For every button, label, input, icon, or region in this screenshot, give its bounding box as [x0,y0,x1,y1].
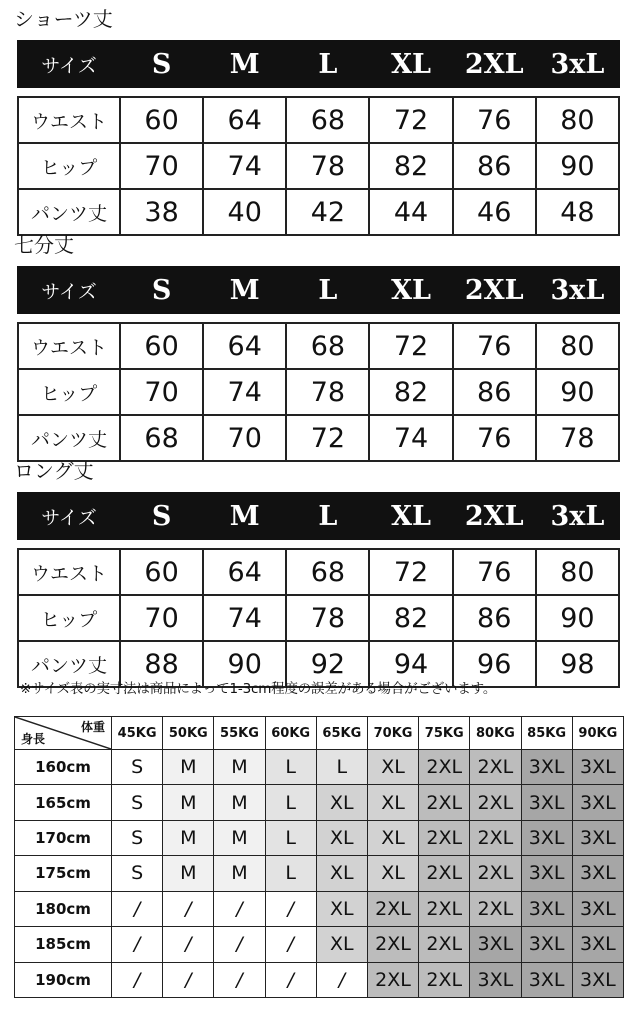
fit-size-cell: 3XL [572,820,623,855]
fit-size-cell: S [112,785,163,820]
table-cell: 96 [453,641,536,687]
size-header-cell: L [286,41,369,87]
fit-size-cell: 2XL [470,856,521,891]
row-label: パンツ丈 [18,415,120,461]
table-cell: 90 [203,641,286,687]
table-row [18,595,619,641]
fit-size-cell: 2XL [419,750,470,785]
size-header-label: サイズ [18,41,120,87]
fit-size-cell: 2XL [419,962,470,997]
fit-size-cell: / [163,891,214,926]
weight-header: 55KG [214,717,265,750]
table-cell: 48 [536,189,619,235]
fit-size-cell: 3XL [572,891,623,926]
fit-corner-cell [15,717,112,750]
fit-size-cell: 2XL [470,820,521,855]
table-cell: 68 [120,415,203,461]
fit-size-cell: XL [367,820,418,855]
row-label: ウエスト [18,549,120,595]
weight-header: 70KG [367,717,418,750]
table-cell: 64 [203,323,286,369]
fit-size-cell: L [265,856,316,891]
table-row [18,143,619,189]
fit-size-cell: 2XL [367,891,418,926]
size-header-cell: 2XL [453,493,536,539]
table-cell: 76 [453,415,536,461]
row-label: パンツ丈 [18,641,120,687]
table-cell: 44 [369,189,452,235]
corner-height-label: 身長 [21,732,46,746]
table-cell: 78 [536,415,619,461]
fit-size-cell: 2XL [367,962,418,997]
table-row [18,189,619,235]
table-row [18,369,619,415]
table-cell: 70 [203,415,286,461]
fit-table-body [15,750,624,998]
height-label: 160cm [15,750,112,785]
table-cell: 68 [286,97,369,143]
fit-size-cell: 2XL [470,785,521,820]
fit-chart-table [14,716,624,998]
table-row [15,891,624,926]
size-header-cell: 2XL [453,267,536,313]
table-cell: 94 [369,641,452,687]
section-title-cropped: 七分丈 [14,233,74,257]
table-cell: 72 [369,323,452,369]
table-cell: 70 [120,595,203,641]
size-table-shorts [17,40,620,236]
fit-size-cell: S [112,856,163,891]
size-header-cell: XL [369,267,452,313]
table-cell: 42 [286,189,369,235]
size-header-row [18,41,619,87]
table-cell: 64 [203,549,286,595]
table-cell: 86 [453,369,536,415]
weight-header: 50KG [163,717,214,750]
table-cell: 80 [536,549,619,595]
table-cell: 74 [203,143,286,189]
size-header-cell: XL [369,493,452,539]
fit-size-cell: / [163,927,214,962]
fit-size-cell: XL [316,856,367,891]
table-cell: 74 [203,369,286,415]
table-cell: 90 [536,143,619,189]
measurement-note: ※サイズ表の実寸法は商品によって1-3cm程度の誤差がある場合がございます。 [20,681,497,697]
fit-size-cell: 3XL [521,785,572,820]
table-cell: 72 [286,415,369,461]
row-label: パンツ丈 [18,189,120,235]
weight-header: 80KG [470,717,521,750]
table-cell: 78 [286,369,369,415]
size-header-cell: 3xL [536,493,619,539]
fit-size-cell: / [265,927,316,962]
fit-size-cell: / [112,927,163,962]
fit-size-cell: S [112,820,163,855]
fit-size-cell: / [265,962,316,997]
weight-header: 75KG [419,717,470,750]
fit-size-cell: 3XL [521,856,572,891]
table-cell: 38 [120,189,203,235]
fit-size-cell: / [112,891,163,926]
fit-size-cell: M [163,785,214,820]
size-header-cell: 3xL [536,41,619,87]
fit-size-cell: 3XL [521,750,572,785]
table-cell: 60 [120,97,203,143]
table-cell: 64 [203,97,286,143]
fit-size-cell: / [316,962,367,997]
table-cell: 98 [536,641,619,687]
height-label: 165cm [15,785,112,820]
height-label: 175cm [15,856,112,891]
table-cell: 72 [369,549,452,595]
size-header-cell: S [120,267,203,313]
row-label: ヒップ [18,595,120,641]
fit-size-cell: 2XL [470,891,521,926]
table-row [15,820,624,855]
fit-size-cell: 3XL [521,962,572,997]
table-row [15,856,624,891]
height-label: 180cm [15,891,112,926]
fit-size-cell: 2XL [419,891,470,926]
fit-size-cell: L [265,750,316,785]
fit-size-cell: L [265,785,316,820]
fit-size-cell: 3XL [521,927,572,962]
fit-size-cell: XL [367,856,418,891]
fit-size-cell: M [214,856,265,891]
table-cell: 68 [286,549,369,595]
fit-size-cell: M [214,820,265,855]
table-cell: 80 [536,97,619,143]
table-cell: 74 [369,415,452,461]
section-title-long: ロング丈 [14,459,94,483]
fit-size-cell: / [214,891,265,926]
size-table-cropped [17,266,620,462]
table-cell: 46 [453,189,536,235]
table-cell: 82 [369,595,452,641]
fit-size-cell: M [214,750,265,785]
table-row [15,927,624,962]
size-table-long [17,492,620,688]
fit-size-cell: 3XL [572,856,623,891]
fit-size-cell: 2XL [419,927,470,962]
fit-size-cell: 3XL [521,891,572,926]
fit-size-cell: XL [316,785,367,820]
fit-size-cell: XL [367,785,418,820]
fit-size-cell: XL [367,750,418,785]
size-header-cell: L [286,267,369,313]
fit-header-row [15,717,624,750]
table-row [18,549,619,595]
table-row [15,962,624,997]
height-label: 170cm [15,820,112,855]
size-header-cell: L [286,493,369,539]
fit-size-cell: 2XL [419,820,470,855]
table-cell: 92 [286,641,369,687]
fit-size-cell: / [214,962,265,997]
fit-size-cell: M [163,820,214,855]
row-label: ヒップ [18,143,120,189]
weight-header: 65KG [316,717,367,750]
row-label: ウエスト [18,97,120,143]
fit-size-cell: / [112,962,163,997]
table-cell: 90 [536,595,619,641]
size-header-label: サイズ [18,267,120,313]
table-cell: 76 [453,549,536,595]
table-cell: 88 [120,641,203,687]
height-label: 190cm [15,962,112,997]
fit-size-cell: L [316,750,367,785]
fit-size-cell: 3XL [572,927,623,962]
fit-size-cell: XL [316,927,367,962]
table-cell: 60 [120,323,203,369]
table-cell: 40 [203,189,286,235]
weight-header: 60KG [265,717,316,750]
row-label: ヒップ [18,369,120,415]
fit-size-cell: M [214,785,265,820]
fit-size-cell: 3XL [572,785,623,820]
size-header-cell: M [203,41,286,87]
table-cell: 86 [453,595,536,641]
weight-header: 90KG [572,717,623,750]
table-cell: 78 [286,143,369,189]
table-cell: 70 [120,369,203,415]
section-title-shorts: ショーツ丈 [14,7,113,31]
fit-size-cell: 3XL [470,962,521,997]
fit-size-cell: / [265,891,316,926]
size-header-cell: 3xL [536,267,619,313]
table-cell: 76 [453,323,536,369]
fit-size-cell: M [163,750,214,785]
table-cell: 80 [536,323,619,369]
fit-size-cell: S [112,750,163,785]
fit-size-cell: M [163,856,214,891]
table-cell: 86 [453,143,536,189]
table-cell: 82 [369,143,452,189]
table-row [18,415,619,461]
fit-size-cell: XL [316,820,367,855]
table-row [18,97,619,143]
fit-size-cell: L [265,820,316,855]
corner-weight-label: 体重 [80,720,105,734]
table-row [15,750,624,785]
table-cell: 82 [369,369,452,415]
fit-size-cell: 2XL [470,750,521,785]
table-cell: 90 [536,369,619,415]
row-label: ウエスト [18,323,120,369]
fit-size-cell: / [214,927,265,962]
table-cell: 68 [286,323,369,369]
fit-size-cell: 2XL [419,856,470,891]
table-cell: 74 [203,595,286,641]
fit-size-cell: 3XL [572,962,623,997]
table-row [18,323,619,369]
fit-size-cell: 3XL [470,927,521,962]
weight-header: 85KG [521,717,572,750]
size-header-cell: M [203,267,286,313]
fit-size-cell: 3XL [521,820,572,855]
fit-size-cell: XL [316,891,367,926]
table-cell: 70 [120,143,203,189]
table-cell: 72 [369,97,452,143]
table-cell: 78 [286,595,369,641]
fit-size-cell: 2XL [419,785,470,820]
table-cell: 76 [453,97,536,143]
size-header-label: サイズ [18,493,120,539]
table-row [15,785,624,820]
size-header-cell: S [120,493,203,539]
fit-size-cell: / [163,962,214,997]
size-header-row [18,267,619,313]
height-label: 185cm [15,927,112,962]
size-header-cell: S [120,41,203,87]
fit-size-cell: 2XL [367,927,418,962]
size-header-cell: M [203,493,286,539]
table-cell: 60 [120,549,203,595]
weight-header: 45KG [112,717,163,750]
fit-size-cell: 3XL [572,750,623,785]
size-header-row [18,493,619,539]
size-header-cell: 2XL [453,41,536,87]
size-header-cell: XL [369,41,452,87]
